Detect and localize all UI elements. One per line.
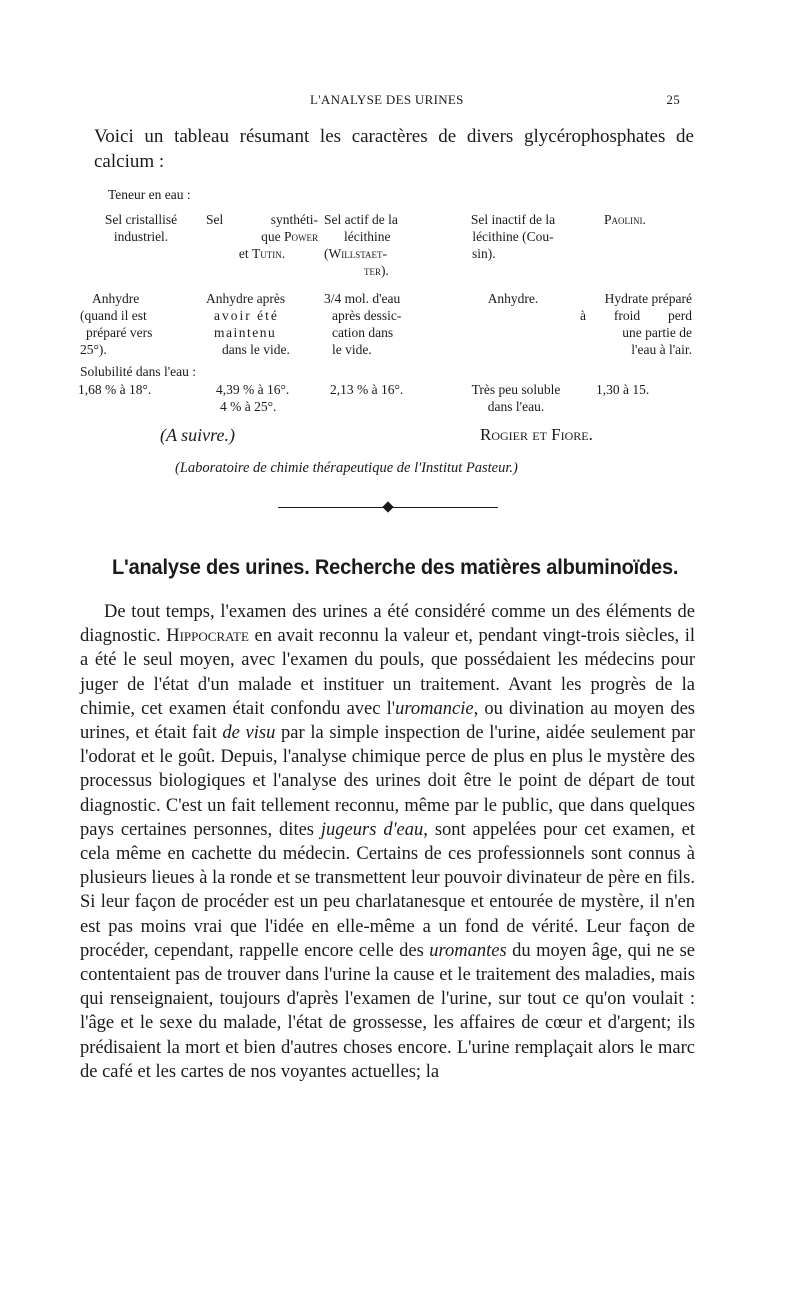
table-cell: 1,68 % à 18°. (78, 382, 152, 397)
laboratory-note: (Laboratoire de chimie thérapeutique de l'Institut Pasteur.) (175, 460, 518, 476)
intro-paragraph: Voici un tableau résumant les caractères de divers glycérophosphates de calcium : (94, 126, 694, 172)
table-cell: 1,30 à 15. (596, 382, 650, 397)
table-cell: 3/4 mol. d'eau après dessic- cation dans le vide. (324, 291, 402, 357)
table-cell: Anhydre après avoir été maintenu dans le vide. (206, 291, 290, 357)
page-number: 25 (666, 92, 680, 107)
section-heading: L'analyse des urines. Recherche des matières albuminoïdes. (112, 555, 679, 579)
table-cell: Sel actif de la lécithine (Willstaet- ter). (324, 212, 398, 278)
to-follow-note: (A suivre.) (160, 425, 235, 445)
table-cell: 4,39 % à 16°. 4 % à 25°. (216, 382, 290, 414)
italic-term: uromantes (429, 940, 507, 961)
author-name: Hippocrate (166, 626, 249, 647)
running-title: L'ANALYSE DES URINES (310, 92, 464, 107)
italic-term: de visu (222, 723, 276, 744)
table-cell: Paolini. (604, 212, 646, 227)
italic-term: uromancie (395, 698, 474, 719)
table-cell: Anhydre. (487, 291, 539, 306)
diamond-ornament-icon (382, 501, 393, 512)
table-cell: Sel cristallisé industriel. (104, 212, 178, 244)
authors: Rogier et Fiore. (480, 425, 593, 444)
table-cell: Hydrate préparé à froid perd une partie de l'eau à l'air. (580, 291, 692, 357)
water-content-label: Teneur en eau : (108, 187, 191, 202)
italic-term: jugeurs d'eau (320, 819, 424, 840)
table-cell: Sel inactif de la lécithine (Cou- sin). (470, 212, 556, 261)
table-cell: Anhydre (quand il est préparé vers 25°). (80, 291, 153, 357)
body-paragraph: De tout temps, l'examen des urines a été considéré comme un des éléments de diagnostic. Hippocrate en avait reconnu la valeur et, pendant vingt-trois siècles, il a été le seul moyen, avec l'examen du pouls, que possédaient les médecins pour juger de l'état d'un malade et instituer un traitement. Avant les progrès de la chimie, cet examen était confondu avec l'uromancie, ou divination au moyen des urines, et était fait de visu par la simple inspection de l'urine, aidée seulement par l'odorat et le goût. Depuis, l'analyse chimique perce de plus en plus le mystère des processus biologiques et l'analyse des urines doit être le point de départ de tout diagnostic. C'est un fait tellement reconnu, même par le public, que dans quelques pays certaines personnes, dites jugeurs d'eau, sont appelées pour cet examen, et cela même en cachette du médecin. Certains de ces professionnels sont connus à plusieurs lieues à la ronde et se transmettent leur pouvoir divinateur de père en fils. Si leur façon de procéder est un peu charlatanesque et entourée de mystère, il n'en est pas moins vrai que l'idée en elle-même a un fond de vérité. Leur façon de procéder, cependant, rappelle encore celle des uromantes du moyen âge, qui ne se contentaient pas de trouver dans l'urine la cause et le traitement des maladies, mais qui renseignaient, toujours d'après l'examen de l'urine, sur tout ce qu'on voulait : l'âge et le sexe du malade, l'état de grossesse, les affaires de cœur et d'argent; ils prédisaient la mort et bien d'autres choses encore. L'urine remplaçait alors le marc de café et les cartes de nos voyantes actuelles; la (80, 602, 696, 1082)
solubility-label: Solubilité dans l'eau : (80, 364, 197, 379)
table-cell: Sel synthéti- que Power et Tutin. (206, 212, 318, 261)
table-cell: Très peu soluble dans l'eau. (471, 382, 561, 414)
table-cell: 2,13 % à 16°. (330, 382, 404, 397)
